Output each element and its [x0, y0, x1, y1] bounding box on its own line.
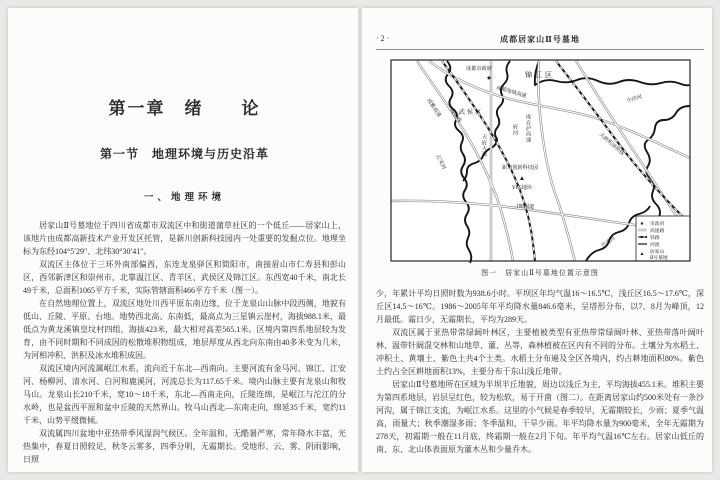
- paragraph: 少，年累计平均日照时数为938.6小时。平坝区年均气温16～16.5℃，浅丘区16.5～17.6℃，深丘区14.5～16℃。1986～2005年年平均降水量846.6毫米，呈塔形分布，以7、8月为峰顶，12月最低。霜日少，无霜期长，平均为289天。: [376, 289, 704, 324]
- paragraph: 双流区主体位于三环外南部偏西，东连龙泉驿区和简阳市，南接眉山市仁寿县和彭山区，西邻新津区和崇州市，北靠温江区、青羊区、武侯区及锦江区。东西宽40千米，南北长49千米，总面积1065平方千米，实际管辖面积466平方千米（图一）。: [23, 260, 346, 295]
- paragraph: 居家山Ⅱ号墓地位于四川省成都市双流区中和街道蒲草社区的一个低丘——居家山上，该地片由成都高新技术产业开发区托管，是新川创新科技园内一处重要的发掘点位。地理坐标为东经104°5′29″、北纬30°30′41″。: [23, 221, 346, 256]
- map-label-plot: YI-5地块: [511, 185, 532, 191]
- legend-label-expressway: 高速路: [649, 229, 664, 234]
- map-label-jiangan-river: 江安河: [433, 154, 447, 171]
- chapter-title: 第一章 绪 论: [108, 99, 261, 118]
- map-label-fu-river: 府河: [511, 124, 518, 136]
- paragraph: 双流区境内河流属岷江水系，流向近于东北—西南向。主要河流有金马河、锦江、江安河、杨柳河、清水河、白河和鹿溪河，河流总长为117.65千米。境内山脉主要有龙泉山和牧马山。龙泉山长210千米，宽10～18千米，东北—西南走向，丘陵连绵，是岷江与沱江的分水岭，也是盆西平原和盆中丘陵的天然界山。牧马山西北—东南走向，绵延35千米，宽约11千米，山势平缓微倾。: [23, 364, 346, 425]
- right-page-body: [376, 287, 704, 456]
- map-label-jinjiang-district: 锦江区: [524, 71, 555, 79]
- map-label-airport-line: 天府机场快线: [597, 131, 625, 157]
- legend-star-icon: ★: [639, 222, 644, 227]
- legend-triangle-icon: ▲: [639, 252, 644, 257]
- legend-label-railway: 铁路: [649, 236, 660, 241]
- map-label-chengkun-railway: 成昆线: [447, 107, 462, 124]
- map-label-chengzilu-expressway: 成自泸高速: [524, 114, 531, 143]
- page-right: [362, 8, 712, 472]
- figure-location-map: [389, 58, 692, 278]
- map-label-national-road-108: 108国道: [515, 203, 534, 211]
- running-header: [376, 34, 704, 50]
- map-label-xiaosha-river: 小沙河: [625, 94, 643, 104]
- section-title: 第一节 地理环境与历史沿革: [99, 147, 269, 161]
- legend-label-government: 市政府: [649, 222, 664, 227]
- legend-label-river: 河流: [649, 243, 660, 248]
- map-label-tianfu-avenue: 天府大道: [480, 134, 487, 157]
- paragraph: 在自然地理位置上，双流区地处川西平原东南边缘，位于龙泉山山脉中段西侧，地貌有低山、丘陵、平原、台地。地势西北高、东南低，最高点为三星镇云崖村，海拔988.1米，最低点为黄龙溪镇皇坟村四组，海拔423米，最大相对高差565.1米。区境内第四系地层较为发育，由不同时期和不同成因的松散堆积物组成，地层厚度从西北向东南由40多米变为几米，为河相冲积、洪积及冰水堆积成因。: [23, 299, 346, 360]
- map-label-xinchuan-park: 新川创新科技园: [501, 165, 538, 171]
- site-triangle-icon: ▲: [518, 175, 525, 182]
- map-label-raocheng-expressway: 成都绕城高速: [494, 85, 527, 100]
- map-legend: [636, 216, 690, 261]
- paragraph: 双流属四川盆地中亚热带季风湿润气候区。全年温和，无酷暑严寒，常年降水丰富，光热集中，春夏日照较足，秋冬云雾多，四季分明，无霜期长。受地形、云、雾、阴雨影响，日照: [23, 429, 346, 464]
- subsection-title: 一、地理环境: [143, 193, 225, 203]
- paragraph: 居家山Ⅱ号墓地所在区域为半坝半丘地貌，周边以浅丘为主，平均海拔455.1米。堆积主要为第四系地层，岩层呈红色，较为松软，易于开凿（图二）。在距离居家山约500米处有一条沙河沟，属于锦江支流，为岷江水系。这里的小气候是春季较早，无霜期较长，少雨；夏季气温高，雨量大；秋季潮湿多雨；冬季温和，干旱少雨。年平均降水量为900毫米，全年无霜期为278天，初霜期一般在11月底，终霜期一般在2月下旬。年平均气温16℃左右。居家山低丘的南、东、北山体表面原为灌木丛和少量乔木。: [376, 380, 704, 454]
- city-government-star-icon: ★: [485, 75, 492, 82]
- map-label-city-government: 成都市政府: [465, 66, 492, 72]
- map-label-chengya-expressway: 成雅高速: [424, 97, 442, 119]
- location-map: [389, 58, 692, 264]
- figure-caption: 图一 居家山Ⅱ号墓地位置示意图: [481, 269, 599, 277]
- left-page-body: [23, 219, 346, 466]
- map-label-luxi-river: 芦溪河: [600, 235, 617, 250]
- map-label-wuhou-district: 武侯区: [458, 109, 483, 116]
- legend-label-site-line2: Ⅱ号墓地: [649, 256, 668, 261]
- page-number: · 2 ·: [376, 34, 390, 43]
- paragraph: 双流区属于亚热带常绿阔叶林区，主要植被类型有亚热带常绿阔叶林、亚热带落叶阔叶林、温带针阔混交林和山地草、灌、丛等，森林植被在区内有不同的分布。土壤分为水稻土、冲积土、黄壤土、紫色土共4个土类。水稻土分布遍及全区各境内，约占耕地面积80%。紫色土约占全区耕地面积13%，主要分布于东山浅丘地带。: [376, 328, 704, 376]
- running-title: 成都居家山Ⅱ号墓地: [500, 35, 580, 44]
- page-left: [8, 8, 358, 472]
- legend-label-site-line1: 居家山: [649, 250, 664, 255]
